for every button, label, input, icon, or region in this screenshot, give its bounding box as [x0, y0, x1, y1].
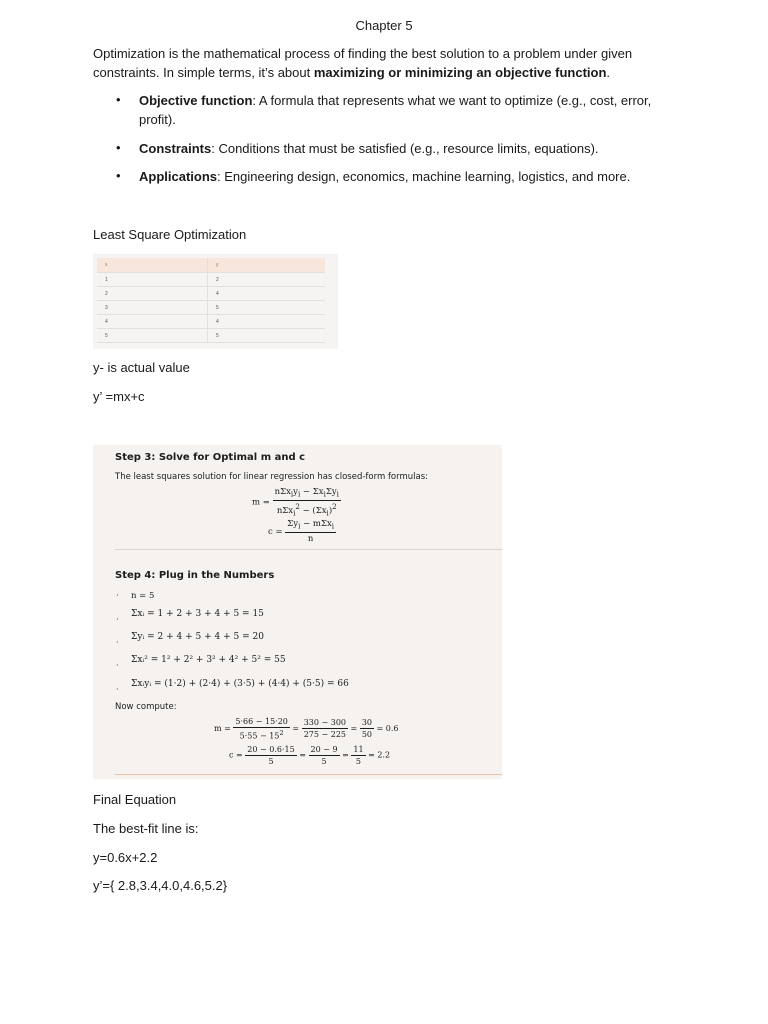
step3-title: Step 3: Solve for Optimal m and c [115, 452, 306, 463]
table-cell: 3 [97, 301, 208, 315]
formula-m: m = $\frac{n\Sigma x_iy_i - \Sigma x_i\Sigma y_i}{n\Sigma x_i^2 - (\Sigma x_i)^2}$ [252, 487, 339, 518]
step3-text: The least squares solution for linear regression has closed-form formulas: [115, 472, 429, 482]
bullet-dot: · [116, 591, 119, 600]
divider [115, 774, 502, 775]
now-compute: Now compute: [115, 702, 177, 712]
table-row [97, 315, 325, 329]
table-cell: 4 [208, 315, 326, 329]
best-fit-label: The best-fit line is: [93, 821, 199, 836]
compute-c: c = $\frac{20 - 0.6\cdot 15}{5}$ = $\frac{20 - 9}{5}$ = $\frac{11}{5}$ = 2.2 [229, 745, 391, 766]
item-n: n = 5 [131, 591, 155, 601]
y-actual-text: y- is actual value [93, 360, 190, 375]
table-row [97, 301, 325, 315]
bullet-dot: · [116, 615, 119, 624]
bullet-constraints: Constraints: Conditions that must be satisfied (e.g., resource limits, equations). [139, 141, 599, 156]
table-cell: 1 [97, 273, 208, 287]
table-cell: 5 [208, 329, 326, 343]
table-header-row [97, 258, 325, 273]
item-sum-x2: Σxᵢ² = 1² + 2² + 3² + 4² + 5² = 55 [131, 655, 286, 665]
compute-m: m = $\frac{5\cdot 66 - 15\cdot 20}{5\cdot 55 - 15^2}$ = $\frac{330 - 300}{275 - 225}$ = $\frac{30}{50}$ = 0.6 [214, 717, 399, 741]
bullet-dot: · [116, 638, 119, 647]
formula-c: c = $\frac{\Sigma y_i - m\Sigma x_i}{n}$ [268, 519, 335, 544]
math-panel-image [93, 445, 502, 779]
bullet-applications: Applications: Engineering design, economics, machine learning, logistics, and more. [139, 169, 631, 184]
bullet-dot: • [116, 168, 121, 183]
bullet-dot: · [116, 685, 119, 694]
item-sum-x: Σxᵢ = 1 + 2 + 3 + 4 + 5 = 15 [131, 609, 264, 619]
table-row [97, 287, 325, 301]
item-sum-y: Σyᵢ = 2 + 4 + 5 + 4 + 5 = 20 [131, 632, 264, 642]
bullet-dot: • [116, 92, 121, 107]
table-row [97, 273, 325, 287]
data-table-image [93, 254, 338, 349]
table-header-cell: y [208, 258, 326, 273]
table-cell: 2 [208, 273, 326, 287]
table-cell: 4 [97, 315, 208, 329]
chapter-title: Chapter 5 [355, 18, 413, 33]
step4-title: Step 4: Plug in the Numbers [115, 570, 275, 581]
bullet-objective-function: Objective function: A formula that represents what we want to optimize (e.g., cost, error, profit). [139, 93, 652, 127]
intro-line-1: Optimization is the mathematical process of finding the best solution to a problem under given [93, 46, 633, 61]
section-heading: Least Square Optimization [93, 227, 247, 242]
y-pred-text: y’ =mx+c [93, 389, 145, 404]
bullet-dot: · [116, 661, 119, 670]
final-heading: Final Equation [93, 792, 177, 807]
predictions: y’={ 2.8,3.4,4.0,4.6,5.2} [93, 878, 228, 893]
final-equation: y=0.6x+2.2 [93, 850, 158, 865]
bullet-dot: • [116, 140, 121, 155]
item-sum-xy: Σxᵢyᵢ = (1·2) + (2·4) + (3·5) + (4·4) + (5·5) = 66 [131, 679, 349, 689]
intro-line-2: constraints. In simple terms, it’s about maximizing or minimizing an objective function. [93, 65, 611, 80]
table-cell: 5 [97, 329, 208, 343]
table-row [97, 329, 325, 343]
table-cell: 4 [208, 287, 326, 301]
table-cell: 5 [208, 301, 326, 315]
divider [115, 549, 502, 550]
table-header-cell: x [97, 258, 208, 273]
table-cell: 2 [97, 287, 208, 301]
data-table [97, 258, 325, 343]
